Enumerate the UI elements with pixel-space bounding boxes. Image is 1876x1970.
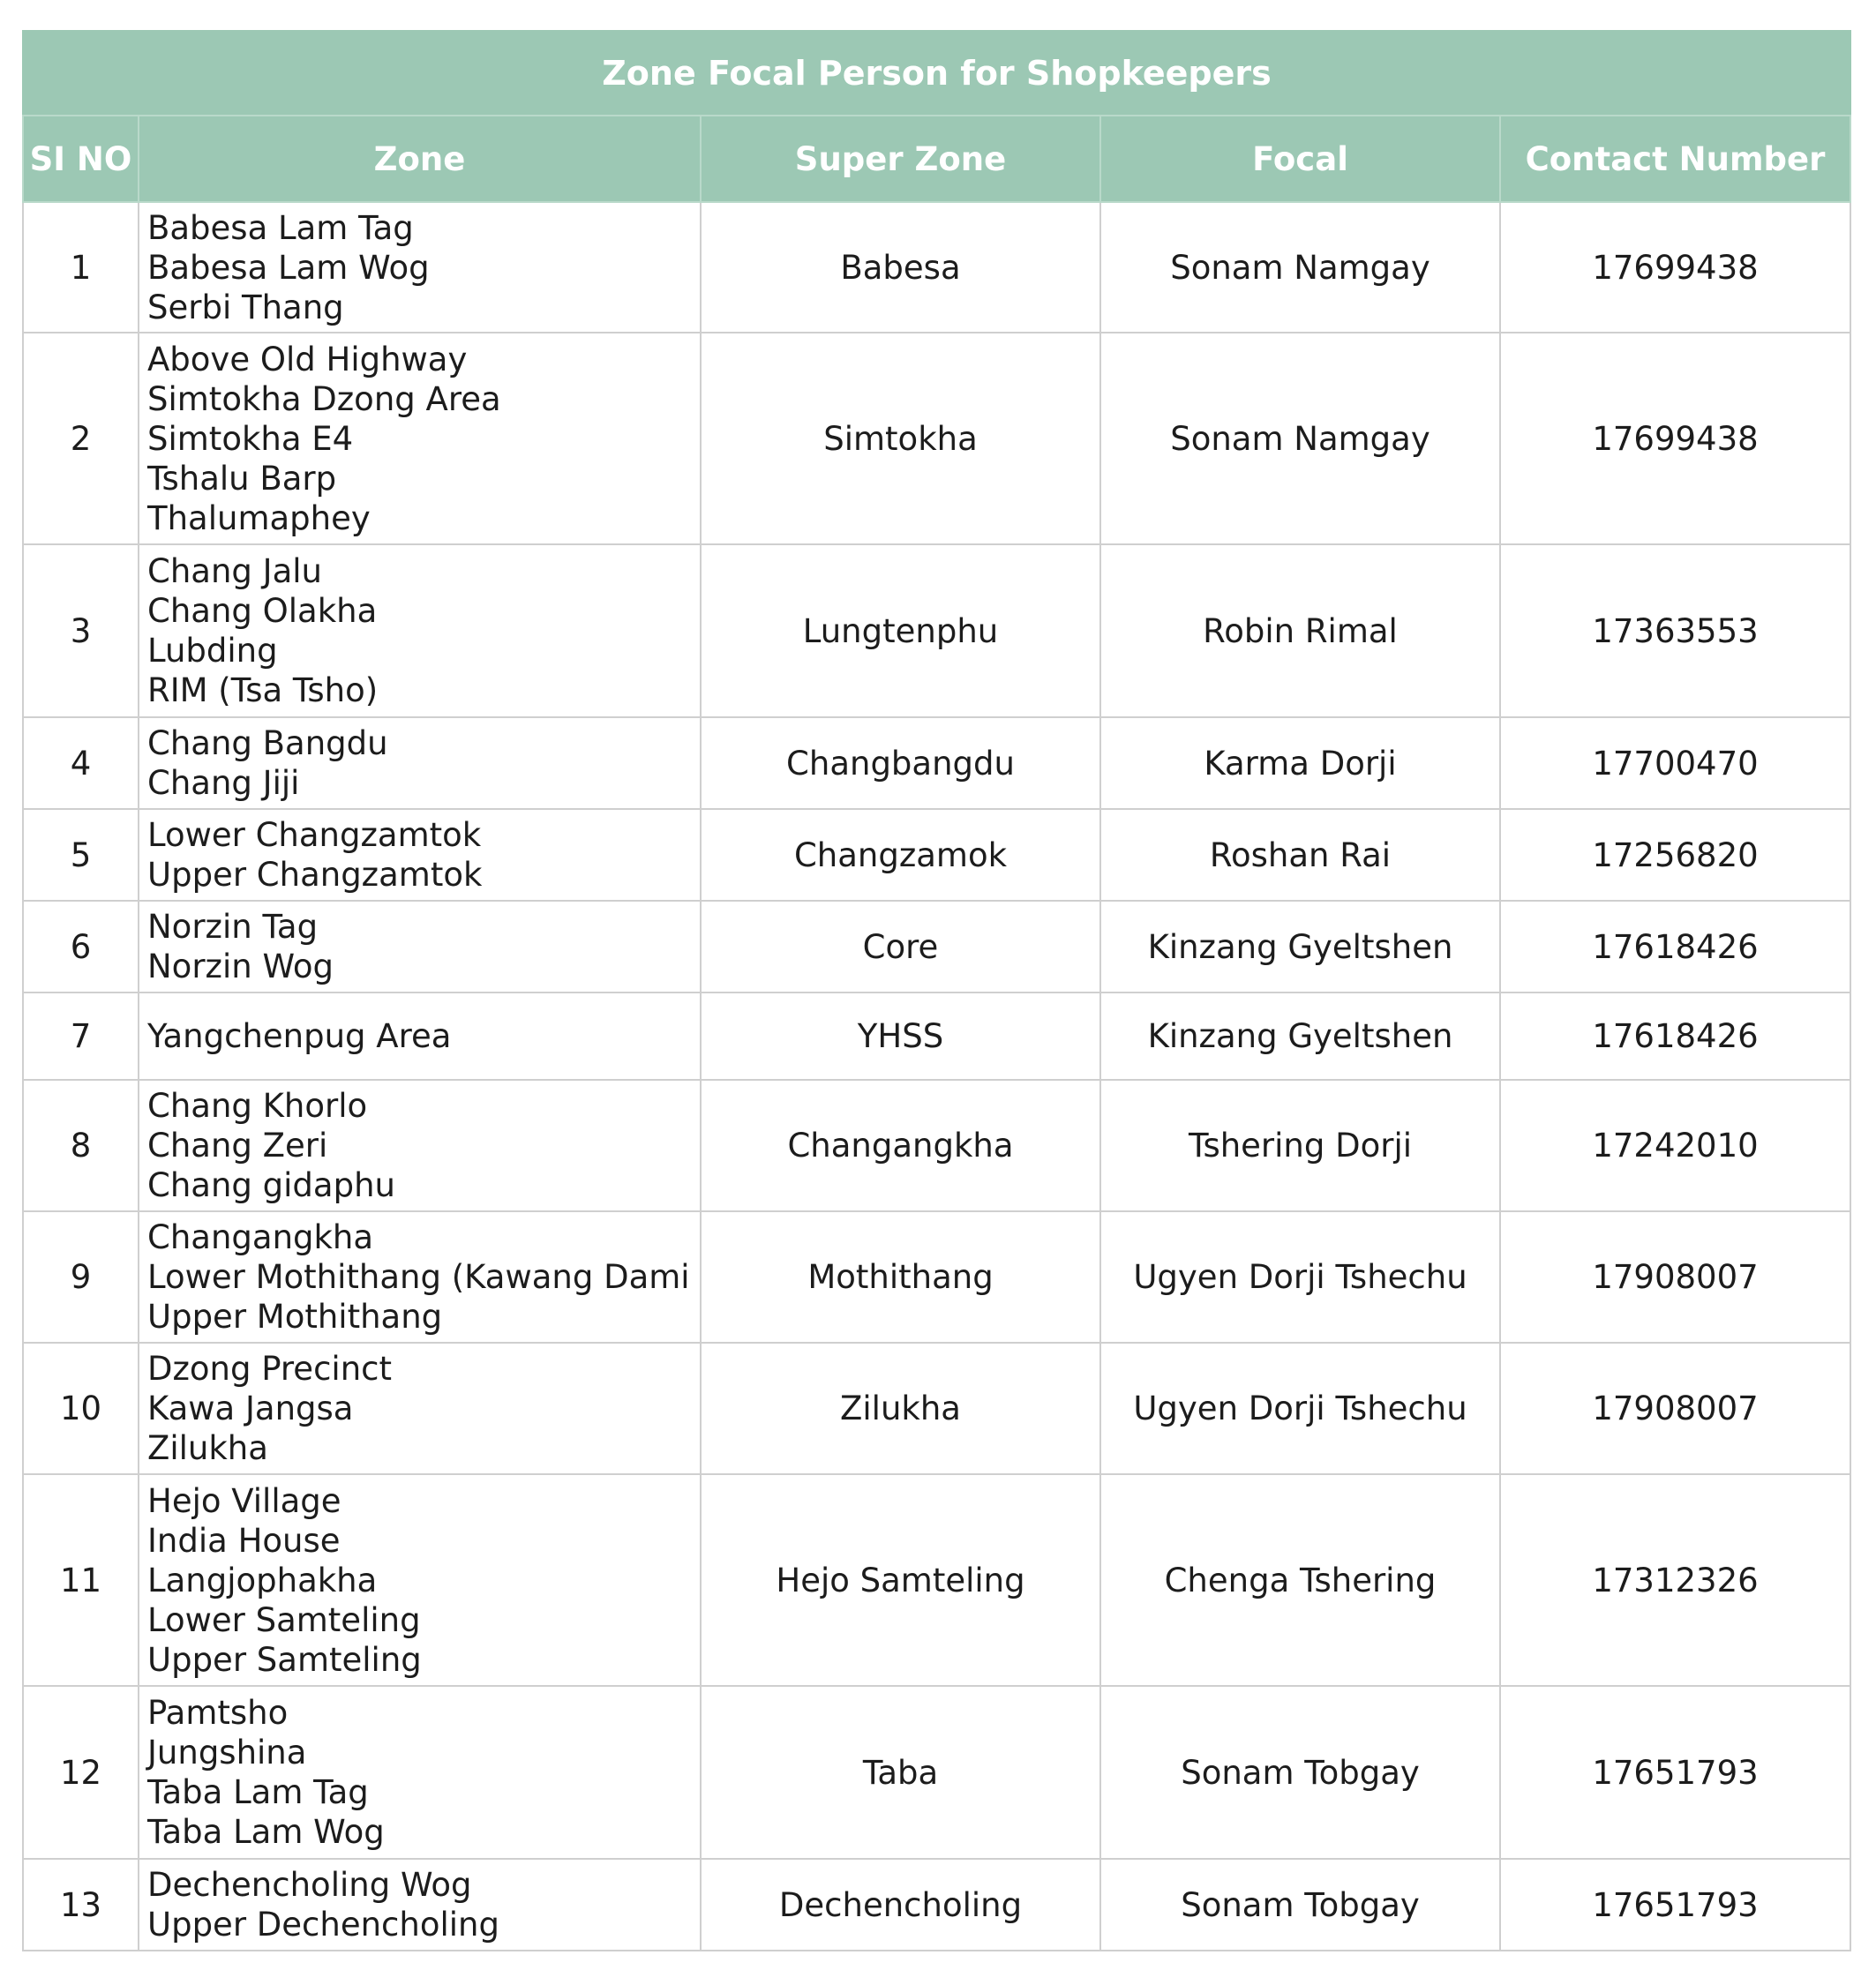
zone-name: Simtokha E4 bbox=[147, 419, 354, 458]
zone-name: Jungshina bbox=[147, 1734, 307, 1772]
zone-name: RIM (Tsa Tsho) bbox=[147, 671, 379, 709]
cell-zone bbox=[139, 1686, 701, 1859]
header-focal: Focal bbox=[1100, 116, 1500, 202]
zone-name: Kawa Jangsa bbox=[147, 1389, 354, 1427]
cell-contact-number: 17908007 bbox=[1500, 1343, 1850, 1474]
cell-contact-number: 17242010 bbox=[1500, 1080, 1850, 1211]
cell-si-no: 9 bbox=[23, 1211, 139, 1343]
cell-contact-number: 17618426 bbox=[1500, 992, 1850, 1080]
table-row bbox=[23, 1474, 1850, 1686]
zone-name: India House bbox=[147, 1521, 341, 1560]
table-title: Zone Focal Person for Shopkeepers bbox=[23, 31, 1850, 116]
cell-contact-number: 17618426 bbox=[1500, 901, 1850, 992]
cell-super-zone: Simtokha bbox=[701, 333, 1100, 544]
zone-name: Chang Bangdu bbox=[147, 724, 388, 762]
header-contact-number: Contact Number bbox=[1500, 116, 1850, 202]
cell-zone bbox=[139, 992, 701, 1080]
cell-si-no: 13 bbox=[23, 1859, 139, 1951]
cell-super-zone: Changbangdu bbox=[701, 717, 1100, 809]
zone-name: Lower Mothithang (Kawang Dami bbox=[147, 1258, 690, 1296]
table-row bbox=[23, 1859, 1850, 1951]
cell-focal: Kinzang Gyeltshen bbox=[1100, 992, 1500, 1080]
cell-zone bbox=[139, 717, 701, 809]
zone-name: Serbi Thang bbox=[147, 288, 344, 326]
zone-name: Chang gidaphu bbox=[147, 1166, 395, 1204]
cell-contact-number: 17363553 bbox=[1500, 544, 1850, 717]
cell-si-no: 8 bbox=[23, 1080, 139, 1211]
cell-si-no: 6 bbox=[23, 901, 139, 992]
cell-zone bbox=[139, 544, 701, 717]
zone-name: Dechencholing Wog bbox=[147, 1866, 472, 1904]
table-row bbox=[23, 809, 1850, 901]
cell-super-zone: Taba bbox=[701, 1686, 1100, 1859]
zone-name: Babesa Lam Tag bbox=[147, 208, 414, 247]
cell-focal: Sonam Namgay bbox=[1100, 333, 1500, 544]
table-row bbox=[23, 992, 1850, 1080]
cell-focal: Ugyen Dorji Tshechu bbox=[1100, 1211, 1500, 1343]
cell-si-no: 7 bbox=[23, 992, 139, 1080]
zone-name: Lower Samteling bbox=[147, 1600, 421, 1639]
cell-si-no: 3 bbox=[23, 544, 139, 717]
cell-focal: Sonam Namgay bbox=[1100, 202, 1500, 333]
cell-contact-number: 17312326 bbox=[1500, 1474, 1850, 1686]
zone-name: Thalumaphey bbox=[147, 498, 371, 537]
zone-name: Chang Zeri bbox=[147, 1127, 328, 1165]
cell-super-zone: Zilukha bbox=[701, 1343, 1100, 1474]
cell-super-zone: Hejo Samteling bbox=[701, 1474, 1100, 1686]
table-row bbox=[23, 544, 1850, 717]
table-title-row bbox=[23, 31, 1850, 116]
cell-super-zone: Lungtenphu bbox=[701, 544, 1100, 717]
cell-si-no: 12 bbox=[23, 1686, 139, 1859]
zone-name: Pamtsho bbox=[147, 1694, 289, 1732]
zone-name: Lubding bbox=[147, 632, 278, 670]
cell-super-zone: Babesa bbox=[701, 202, 1100, 333]
table-row bbox=[23, 202, 1850, 333]
cell-contact-number: 17699438 bbox=[1500, 333, 1850, 544]
zone-name: Tshalu Barp bbox=[147, 459, 337, 498]
zone-name: Norzin Wog bbox=[147, 948, 334, 985]
cell-focal: Roshan Rai bbox=[1100, 809, 1500, 901]
cell-focal: Kinzang Gyeltshen bbox=[1100, 901, 1500, 992]
zone-name: Taba Lam Tag bbox=[147, 1773, 369, 1811]
cell-si-no: 10 bbox=[23, 1343, 139, 1474]
zone-name: Chang Olakha bbox=[147, 592, 378, 630]
zone-name: Upper Changzamtok bbox=[147, 856, 483, 894]
cell-zone bbox=[139, 809, 701, 901]
cell-focal: Chenga Tshering bbox=[1100, 1474, 1500, 1686]
cell-contact-number: 17651793 bbox=[1500, 1859, 1850, 1951]
zone-name: Langjophakha bbox=[147, 1561, 378, 1599]
header-si-no: SI NO bbox=[23, 116, 139, 202]
zone-name: Yangchenpug Area bbox=[147, 1017, 452, 1055]
cell-zone bbox=[139, 1080, 701, 1211]
table-row bbox=[23, 901, 1850, 992]
table-row bbox=[23, 1343, 1850, 1474]
column-header-row bbox=[23, 116, 1850, 202]
zone-name: Dzong Precinct bbox=[147, 1350, 392, 1388]
zone-name: Taba Lam Wog bbox=[147, 1813, 385, 1851]
cell-focal: Ugyen Dorji Tshechu bbox=[1100, 1343, 1500, 1474]
cell-si-no: 5 bbox=[23, 809, 139, 901]
cell-focal: Sonam Tobgay bbox=[1100, 1686, 1500, 1859]
focal-person-table-container bbox=[22, 30, 1850, 1951]
zone-name: Babesa Lam Wog bbox=[147, 248, 430, 287]
cell-zone bbox=[139, 202, 701, 333]
table-body bbox=[23, 202, 1850, 1951]
cell-focal: Sonam Tobgay bbox=[1100, 1859, 1500, 1951]
cell-si-no: 11 bbox=[23, 1474, 139, 1686]
cell-si-no: 4 bbox=[23, 717, 139, 809]
cell-super-zone: Dechencholing bbox=[701, 1859, 1100, 1951]
cell-zone bbox=[139, 1859, 701, 1951]
zone-name: Lower Changzamtok bbox=[147, 816, 482, 854]
cell-zone bbox=[139, 901, 701, 992]
cell-contact-number: 17908007 bbox=[1500, 1211, 1850, 1343]
table-row bbox=[23, 1080, 1850, 1211]
zone-name: Chang Jalu bbox=[147, 552, 322, 590]
table-row bbox=[23, 333, 1850, 544]
zone-name: Upper Dechencholing bbox=[147, 1906, 499, 1944]
cell-contact-number: 17700470 bbox=[1500, 717, 1850, 809]
cell-zone bbox=[139, 1474, 701, 1686]
cell-zone bbox=[139, 333, 701, 544]
cell-super-zone: Core bbox=[701, 901, 1100, 992]
cell-super-zone: Mothithang bbox=[701, 1211, 1100, 1343]
cell-focal: Karma Dorji bbox=[1100, 717, 1500, 809]
table-row bbox=[23, 1211, 1850, 1343]
table-row bbox=[23, 717, 1850, 809]
zone-name: Norzin Tag bbox=[147, 908, 319, 946]
zone-name: Hejo Village bbox=[147, 1481, 341, 1520]
cell-super-zone: Changangkha bbox=[701, 1080, 1100, 1211]
zone-name: Upper Mothithang bbox=[147, 1298, 443, 1336]
header-zone: Zone bbox=[139, 116, 701, 202]
cell-super-zone: YHSS bbox=[701, 992, 1100, 1080]
cell-contact-number: 17699438 bbox=[1500, 202, 1850, 333]
cell-zone bbox=[139, 1211, 701, 1343]
zone-name: Chang Khorlo bbox=[147, 1087, 368, 1125]
zone-focal-table bbox=[22, 30, 1851, 1951]
cell-contact-number: 17256820 bbox=[1500, 809, 1850, 901]
cell-si-no: 1 bbox=[23, 202, 139, 333]
zone-name: Simtokha Dzong Area bbox=[147, 379, 501, 418]
cell-zone bbox=[139, 1343, 701, 1474]
zone-name: Zilukha bbox=[147, 1429, 268, 1467]
zone-name: Chang Jiji bbox=[147, 764, 300, 802]
table-row bbox=[23, 1686, 1850, 1859]
zone-name: Above Old Highway bbox=[147, 340, 468, 378]
cell-si-no: 2 bbox=[23, 333, 139, 544]
header-super-zone: Super Zone bbox=[701, 116, 1100, 202]
cell-focal: Tshering Dorji bbox=[1100, 1080, 1500, 1211]
zone-name: Changangkha bbox=[147, 1218, 374, 1256]
zone-name: Upper Samteling bbox=[147, 1640, 422, 1679]
cell-super-zone: Changzamok bbox=[701, 809, 1100, 901]
cell-contact-number: 17651793 bbox=[1500, 1686, 1850, 1859]
cell-focal: Robin Rimal bbox=[1100, 544, 1500, 717]
